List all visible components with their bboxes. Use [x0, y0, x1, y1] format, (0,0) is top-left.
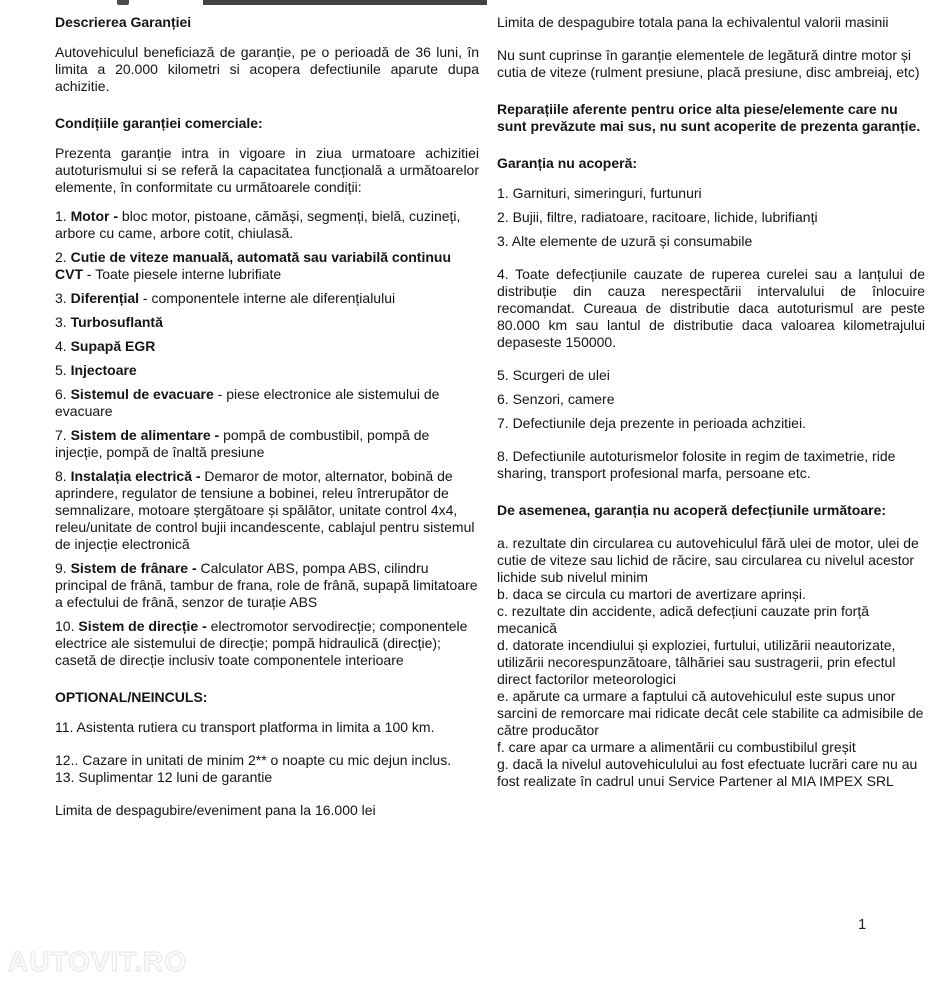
- cropped-underline-bar: [203, 0, 487, 5]
- list-item: a. rezultate din circularea cu autovehiculul fără ulei de motor, ulei de cutie de viteze sau lichid de răcire, sau circularea cu nivelul acestor lichide sub nivelul minim: [497, 535, 919, 585]
- cropped-text-fragment: [117, 0, 129, 5]
- list-item: 6. Senzori, camere: [497, 391, 615, 407]
- list-item: 8. Instalația electrică - Demaror de motor, alternator, bobină de aprindere, regulator de tensiune a bobinei, releu întrerupător de semnalizare, motoare ștergătoare și spălător, unitate control 4x4, releu/unitate de control bujii incandescente, cablajul pentru sistemul de injecție electronică: [55, 468, 475, 552]
- list-item: 3. Turbosuflantă: [55, 314, 163, 330]
- list-item: 2. Cutie de viteze manuală, automată sau variabilă continuu CVT - Toate piesele interne lubrifiate: [55, 249, 452, 282]
- list-item: e. apărute ca urmare a faptului că autovehiculul este supus unor sarcini de remorcare mai ridicate decât cele stabilite ca admisibile de către producător: [497, 688, 924, 738]
- list-item: 1. Motor - bloc motor, pistoane, cămăși, segmenți, bielă, cuzineți, arbore cu came, arbore cotit, chiulasă.: [55, 208, 461, 241]
- paragraph: Nu sunt cuprinse în garanție elementele de legătură dintre motor și cutia de viteze (rulment presiune, placă presiune, disc ambreiaj, etc): [497, 47, 920, 80]
- list-item: 3. Alte elemente de uzură și consumabile: [497, 233, 753, 249]
- watermark: AUTOVIT.RO: [8, 946, 188, 977]
- list-item: 5. Scurgeri de ulei: [497, 367, 610, 383]
- section-heading: Condițiile garanției comerciale:: [55, 115, 263, 131]
- list-item: 13. Suplimentar 12 luni de garantie: [55, 769, 273, 785]
- section-heading: De asemenea, garanția nu acoperă defecțiunile următoare:: [497, 502, 887, 518]
- list-item: 7. Sistem de alimentare - pompă de combustibil, pompă de injecție, pompă de înaltă presiune: [55, 427, 430, 460]
- list-item: 1. Garnituri, simeringuri, furtunuri: [497, 185, 702, 201]
- list-item: 11. Asistenta rutiera cu transport platforma in limita a 100 km.: [55, 719, 435, 735]
- paragraph: Autovehiculul beneficiază de garanție, pe o perioadă de 36 luni, în limita a 20.000 kilometri si acopera defectiunile aparute dupa achizitie.: [55, 44, 479, 94]
- list-item: 10. Sistem de direcție - electromotor servodirecție; componentele electrice ale sistemului de direcție; pompă hidraulică (direcție); casetă de direcție inclusiv toate componentele interioare: [55, 618, 468, 668]
- list-item: 6. Sistemul de evacuare - piese electronice ale sistemului de evacuare: [55, 386, 440, 419]
- paragraph: Limita de despagubire totala pana la echivalentul valorii masinii: [497, 14, 889, 30]
- page-number: 1: [858, 916, 867, 933]
- list-item: 2. Bujii, filtre, radiatoare, racitoare, lichide, lubrifianți: [497, 209, 818, 225]
- doc-title: Descrierea Garanției: [55, 14, 192, 30]
- section-heading: OPTIONAL/NEINCULS:: [55, 689, 208, 705]
- paragraph: Prezenta garanție intra in vigoare in ziua urmatoare achizitiei autoturismului si se referă la capacitatea funcțională a următoarelor elemente, în conformitate cu următoarele condiții:: [55, 145, 479, 195]
- list-item: 5. Injectoare: [55, 362, 137, 378]
- left-column: [55, 14, 479, 831]
- list-item: d. datorate incendiului și exploziei, furtului, utilizării neautorizate, utilizării necorespunzătoare, tâlhăriei sau sustragerii, prin efectul direct factorilor meteorologici: [497, 637, 896, 687]
- list-item: 12.. Cazare in unitati de minim 2** o noapte cu mic dejun inclus.: [55, 752, 452, 768]
- list-item: g. dacă la nivelul autovehiculului au fost efectuate lucrări care nu au fost realizate în cadrul unui Service Partener al MIA IMPEX SRL: [497, 756, 918, 789]
- bold-paragraph: Reparațiile aferente pentru orice alta piese/elemente care nu sunt prevăzute mai sus, nu sunt acoperite de prezenta garanție.: [497, 101, 921, 134]
- list-item: 8. Defectiunile autoturismelor folosite in regim de taximetrie, ride sharing, transport profesional marfa, persoane etc.: [497, 448, 896, 481]
- list-item: 4. Supapă EGR: [55, 338, 156, 354]
- list-item: b. daca se circula cu martori de avertizare aprinși.: [497, 586, 806, 602]
- list-item: c. rezultate din accidente, adică defecțiuni cauzate prin forță mecanică: [497, 603, 869, 636]
- paragraph: Limita de despagubire/eveniment pana la 16.000 lei: [55, 802, 376, 818]
- paragraph: 4. Toate defecțiunile cauzate de ruperea curelei sau a lanțului de distribuție din cauza nerespectării intervalului de înlocuire recomandat. Cureaua de distributie daca autoturismul are peste 80.000 km sau lantul de distributie daca valoarea kilometrajului depaseste 150000.: [497, 266, 925, 350]
- list-item: 9. Sistem de frânare - Calculator ABS, pompa ABS, cilindru principal de frână, tambur de frana, role de frână, supapă limitatoare a efectului de frână, senzor de turație ABS: [55, 560, 478, 610]
- section-heading: Garanția nu acoperă:: [497, 155, 638, 171]
- list-item: 7. Defectiunile deja prezente in perioada achzitiei.: [497, 415, 806, 431]
- list-item: 3. Diferențial - componentele interne ale diferențialului: [55, 290, 396, 306]
- list-item: f. care apar ca urmare a alimentării cu combustibilul greșit: [497, 739, 856, 755]
- right-column: [497, 14, 925, 790]
